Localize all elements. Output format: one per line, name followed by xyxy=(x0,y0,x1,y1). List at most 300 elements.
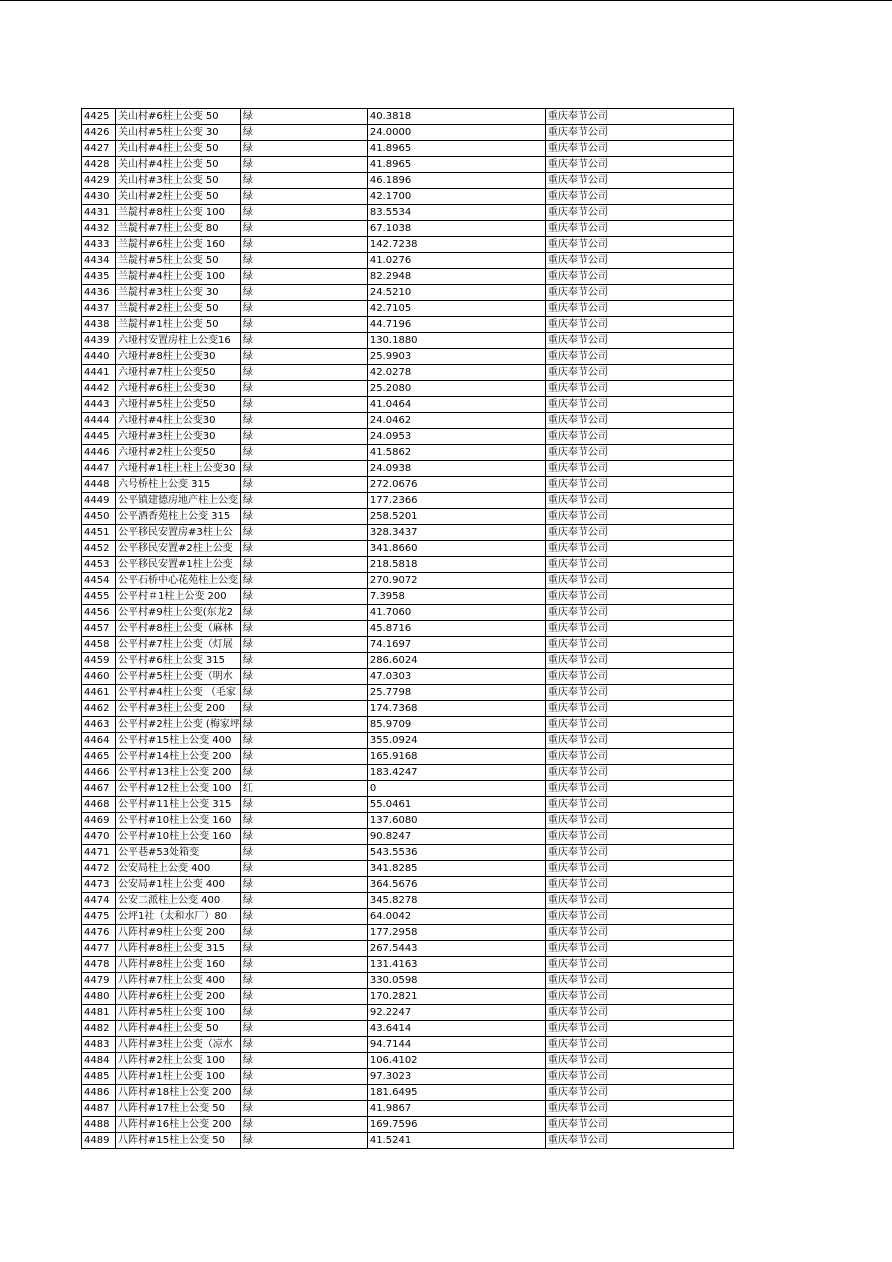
status-cell: 绿 xyxy=(240,621,367,637)
company-cell: 重庆奉节公司 xyxy=(545,285,733,301)
transformer-name-cell: 八阵村#8柱上公变 315 xyxy=(116,941,241,957)
status-cell: 绿 xyxy=(240,589,367,605)
company-cell: 重庆奉节公司 xyxy=(545,941,733,957)
table-row xyxy=(82,381,734,397)
transformer-name-cell: 六垭村安置房柱上公变16 xyxy=(116,333,241,349)
row-id-cell: 4458 xyxy=(82,637,116,653)
table-row xyxy=(82,957,734,973)
row-id-cell: 4463 xyxy=(82,717,116,733)
company-cell: 重庆奉节公司 xyxy=(545,349,733,365)
status-cell: 绿 xyxy=(240,717,367,733)
load-value-cell: 169.7596 xyxy=(367,1117,545,1133)
table-row xyxy=(82,221,734,237)
company-cell: 重庆奉节公司 xyxy=(545,701,733,717)
table-row xyxy=(82,1021,734,1037)
load-value-cell: 25.2080 xyxy=(367,381,545,397)
transformer-name-cell: 八阵村#7柱上公变 400 xyxy=(116,973,241,989)
transformer-name-cell: 八阵村#9柱上公变 200 xyxy=(116,925,241,941)
load-value-cell: 46.1896 xyxy=(367,173,545,189)
load-value-cell: 218.5818 xyxy=(367,557,545,573)
load-value-cell: 106.4102 xyxy=(367,1053,545,1069)
status-cell: 绿 xyxy=(240,685,367,701)
transformer-name-cell: 公平镇建德房地产柱上公变 xyxy=(116,493,241,509)
table-row xyxy=(82,749,734,765)
row-id-cell: 4473 xyxy=(82,877,116,893)
company-cell: 重庆奉节公司 xyxy=(545,861,733,877)
row-id-cell: 4460 xyxy=(82,669,116,685)
page-top-rule xyxy=(0,0,892,1)
status-cell: 绿 xyxy=(240,1053,367,1069)
load-value-cell: 341.8660 xyxy=(367,541,545,557)
load-value-cell: 42.0278 xyxy=(367,365,545,381)
row-id-cell: 4477 xyxy=(82,941,116,957)
transformer-name-cell: 公平村＃1柱上公变 200 xyxy=(116,589,241,605)
company-cell: 重庆奉节公司 xyxy=(545,845,733,861)
row-id-cell: 4481 xyxy=(82,1005,116,1021)
company-cell: 重庆奉节公司 xyxy=(545,893,733,909)
table-row xyxy=(82,461,734,477)
table-row xyxy=(82,685,734,701)
load-value-cell: 364.5676 xyxy=(367,877,545,893)
transformer-name-cell: 兰靛村#5柱上公变 50 xyxy=(116,253,241,269)
row-id-cell: 4425 xyxy=(82,109,116,125)
transformer-name-cell: 公安局#1柱上公变 400 xyxy=(116,877,241,893)
table-row xyxy=(82,989,734,1005)
row-id-cell: 4445 xyxy=(82,429,116,445)
company-cell: 重庆奉节公司 xyxy=(545,221,733,237)
load-value-cell: 43.6414 xyxy=(367,1021,545,1037)
transformer-name-cell: 六垭村#3柱上公变30 xyxy=(116,429,241,445)
transformer-name-cell: 公平村#5柱上公变（明水 xyxy=(116,669,241,685)
table-row xyxy=(82,941,734,957)
table-row xyxy=(82,1133,734,1149)
transformer-name-cell: 六垭村#2柱上公变50 xyxy=(116,445,241,461)
table-row xyxy=(82,445,734,461)
table-row xyxy=(82,333,734,349)
table-row xyxy=(82,477,734,493)
status-cell: 绿 xyxy=(240,557,367,573)
row-id-cell: 4457 xyxy=(82,621,116,637)
transformer-name-cell: 公安二派柱上公变 400 xyxy=(116,893,241,909)
status-cell: 绿 xyxy=(240,861,367,877)
load-value-cell: 64.0042 xyxy=(367,909,545,925)
transformer-name-cell: 八阵村#3柱上公变（凉水 xyxy=(116,1037,241,1053)
status-cell: 绿 xyxy=(240,317,367,333)
table-row xyxy=(82,1069,734,1085)
transformer-name-cell: 公平村#14柱上公变 200 xyxy=(116,749,241,765)
status-cell: 绿 xyxy=(240,429,367,445)
status-cell: 绿 xyxy=(240,893,367,909)
transformer-name-cell: 兰靛村#3柱上公变 30 xyxy=(116,285,241,301)
table-row xyxy=(82,813,734,829)
load-value-cell: 328.3437 xyxy=(367,525,545,541)
transformer-name-cell: 兰靛村#4柱上公变 100 xyxy=(116,269,241,285)
status-cell: 绿 xyxy=(240,845,367,861)
company-cell: 重庆奉节公司 xyxy=(545,509,733,525)
load-value-cell: 83.5534 xyxy=(367,205,545,221)
company-cell: 重庆奉节公司 xyxy=(545,525,733,541)
company-cell: 重庆奉节公司 xyxy=(545,237,733,253)
load-value-cell: 137.6080 xyxy=(367,813,545,829)
table-row xyxy=(82,429,734,445)
transformer-name-cell: 公安局柱上公变 400 xyxy=(116,861,241,877)
status-cell: 绿 xyxy=(240,477,367,493)
company-cell: 重庆奉节公司 xyxy=(545,733,733,749)
load-value-cell: 181.6495 xyxy=(367,1085,545,1101)
row-id-cell: 4431 xyxy=(82,205,116,221)
transformer-name-cell: 八阵村#16柱上公变 200 xyxy=(116,1117,241,1133)
company-cell: 重庆奉节公司 xyxy=(545,205,733,221)
table-row xyxy=(82,589,734,605)
row-id-cell: 4437 xyxy=(82,301,116,317)
table-row xyxy=(82,125,734,141)
company-cell: 重庆奉节公司 xyxy=(545,493,733,509)
row-id-cell: 4452 xyxy=(82,541,116,557)
status-cell: 绿 xyxy=(240,653,367,669)
status-cell: 绿 xyxy=(240,973,367,989)
row-id-cell: 4443 xyxy=(82,397,116,413)
company-cell: 重庆奉节公司 xyxy=(545,301,733,317)
load-value-cell: 41.5862 xyxy=(367,445,545,461)
company-cell: 重庆奉节公司 xyxy=(545,557,733,573)
table-row xyxy=(82,637,734,653)
table-row xyxy=(82,717,734,733)
row-id-cell: 4464 xyxy=(82,733,116,749)
status-cell: 绿 xyxy=(240,109,367,125)
company-cell: 重庆奉节公司 xyxy=(545,621,733,637)
load-value-cell: 270.9072 xyxy=(367,573,545,589)
company-cell: 重庆奉节公司 xyxy=(545,909,733,925)
row-id-cell: 4440 xyxy=(82,349,116,365)
row-id-cell: 4483 xyxy=(82,1037,116,1053)
load-value-cell: 183.4247 xyxy=(367,765,545,781)
status-cell: 绿 xyxy=(240,205,367,221)
transformer-name-cell: 六垭村#1柱上柱上公变30 xyxy=(116,461,241,477)
row-id-cell: 4470 xyxy=(82,829,116,845)
company-cell: 重庆奉节公司 xyxy=(545,1133,733,1149)
row-id-cell: 4459 xyxy=(82,653,116,669)
transformer-name-cell: 公平酒香苑柱上公变 315 xyxy=(116,509,241,525)
company-cell: 重庆奉节公司 xyxy=(545,589,733,605)
row-id-cell: 4454 xyxy=(82,573,116,589)
table-row xyxy=(82,973,734,989)
load-value-cell: 267.5443 xyxy=(367,941,545,957)
transformer-name-cell: 兰靛村#7柱上公变 80 xyxy=(116,221,241,237)
table-row xyxy=(82,253,734,269)
transformer-name-cell: 公平村#13柱上公变 200 xyxy=(116,765,241,781)
load-value-cell: 130.1880 xyxy=(367,333,545,349)
row-id-cell: 4462 xyxy=(82,701,116,717)
table-row xyxy=(82,653,734,669)
status-cell: 绿 xyxy=(240,285,367,301)
company-cell: 重庆奉节公司 xyxy=(545,125,733,141)
transformer-name-cell: 公平移民安置#1柱上公变 xyxy=(116,557,241,573)
transformer-name-cell: 八阵村#18柱上公变 200 xyxy=(116,1085,241,1101)
row-id-cell: 4449 xyxy=(82,493,116,509)
row-id-cell: 4427 xyxy=(82,141,116,157)
transformer-name-cell: 关山村#4柱上公变 50 xyxy=(116,157,241,173)
load-value-cell: 131.4163 xyxy=(367,957,545,973)
status-cell: 绿 xyxy=(240,525,367,541)
company-cell: 重庆奉节公司 xyxy=(545,813,733,829)
table-row xyxy=(82,525,734,541)
row-id-cell: 4488 xyxy=(82,1117,116,1133)
status-cell: 绿 xyxy=(240,301,367,317)
row-id-cell: 4439 xyxy=(82,333,116,349)
status-cell: 绿 xyxy=(240,397,367,413)
company-cell: 重庆奉节公司 xyxy=(545,685,733,701)
row-id-cell: 4436 xyxy=(82,285,116,301)
transformer-name-cell: 公平村#4柱上公变 （毛家 xyxy=(116,685,241,701)
transformer-name-cell: 公坪1社（太和水厂）80 xyxy=(116,909,241,925)
row-id-cell: 4486 xyxy=(82,1085,116,1101)
status-cell: 绿 xyxy=(240,749,367,765)
status-cell: 绿 xyxy=(240,445,367,461)
table-row xyxy=(82,317,734,333)
row-id-cell: 4433 xyxy=(82,237,116,253)
table-row xyxy=(82,877,734,893)
load-value-cell: 45.8716 xyxy=(367,621,545,637)
status-cell: 绿 xyxy=(240,141,367,157)
table-row xyxy=(82,509,734,525)
table-row xyxy=(82,557,734,573)
table-row xyxy=(82,237,734,253)
table-row xyxy=(82,365,734,381)
table-row xyxy=(82,829,734,845)
load-value-cell: 165.9168 xyxy=(367,749,545,765)
transformer-name-cell: 公平村#15柱上公变 400 xyxy=(116,733,241,749)
company-cell: 重庆奉节公司 xyxy=(545,365,733,381)
status-cell: 绿 xyxy=(240,173,367,189)
row-id-cell: 4448 xyxy=(82,477,116,493)
load-value-cell: 42.7105 xyxy=(367,301,545,317)
transformer-name-cell: 公平巷#53处箱变 xyxy=(116,845,241,861)
status-cell: 红 xyxy=(240,781,367,797)
table-row xyxy=(82,173,734,189)
status-cell: 绿 xyxy=(240,701,367,717)
transformer-name-cell: 公平村#8柱上公变（麻林 xyxy=(116,621,241,637)
row-id-cell: 4444 xyxy=(82,413,116,429)
transformer-name-cell: 关山村#6柱上公变 50 xyxy=(116,109,241,125)
company-cell: 重庆奉节公司 xyxy=(545,957,733,973)
company-cell: 重庆奉节公司 xyxy=(545,1101,733,1117)
table-row xyxy=(82,669,734,685)
row-id-cell: 4435 xyxy=(82,269,116,285)
transformer-name-cell: 八阵村#8柱上公变 160 xyxy=(116,957,241,973)
table-row xyxy=(82,157,734,173)
company-cell: 重庆奉节公司 xyxy=(545,1117,733,1133)
company-cell: 重庆奉节公司 xyxy=(545,669,733,685)
company-cell: 重庆奉节公司 xyxy=(545,925,733,941)
status-cell: 绿 xyxy=(240,1133,367,1149)
row-id-cell: 4430 xyxy=(82,189,116,205)
load-value-cell: 272.0676 xyxy=(367,477,545,493)
transformer-name-cell: 公平村#10柱上公变 160 xyxy=(116,829,241,845)
transformer-name-cell: 公平村#12柱上公变 100 xyxy=(116,781,241,797)
row-id-cell: 4434 xyxy=(82,253,116,269)
row-id-cell: 4469 xyxy=(82,813,116,829)
status-cell: 绿 xyxy=(240,909,367,925)
status-cell: 绿 xyxy=(240,1037,367,1053)
row-id-cell: 4476 xyxy=(82,925,116,941)
load-value-cell: 170.2821 xyxy=(367,989,545,1005)
load-value-cell: 258.5201 xyxy=(367,509,545,525)
table-row xyxy=(82,909,734,925)
company-cell: 重庆奉节公司 xyxy=(545,269,733,285)
table-row xyxy=(82,733,734,749)
load-value-cell: 92.2247 xyxy=(367,1005,545,1021)
table-row xyxy=(82,1101,734,1117)
row-id-cell: 4475 xyxy=(82,909,116,925)
company-cell: 重庆奉节公司 xyxy=(545,1053,733,1069)
status-cell: 绿 xyxy=(240,669,367,685)
table-row xyxy=(82,493,734,509)
row-id-cell: 4478 xyxy=(82,957,116,973)
load-value-cell: 24.5210 xyxy=(367,285,545,301)
transformer-name-cell: 关山村#4柱上公变 50 xyxy=(116,141,241,157)
company-cell: 重庆奉节公司 xyxy=(545,109,733,125)
company-cell: 重庆奉节公司 xyxy=(545,317,733,333)
load-value-cell: 286.6024 xyxy=(367,653,545,669)
load-value-cell: 47.0303 xyxy=(367,669,545,685)
status-cell: 绿 xyxy=(240,1117,367,1133)
company-cell: 重庆奉节公司 xyxy=(545,157,733,173)
load-value-cell: 82.2948 xyxy=(367,269,545,285)
status-cell: 绿 xyxy=(240,1005,367,1021)
status-cell: 绿 xyxy=(240,1021,367,1037)
load-value-cell: 42.1700 xyxy=(367,189,545,205)
transformer-name-cell: 公平村#2柱上公变 (梅家坪 xyxy=(116,717,241,733)
row-id-cell: 4465 xyxy=(82,749,116,765)
load-value-cell: 41.5241 xyxy=(367,1133,545,1149)
transformer-name-cell: 关山村#2柱上公变 50 xyxy=(116,189,241,205)
table-row xyxy=(82,1005,734,1021)
transformer-name-cell: 八阵村#5柱上公变 100 xyxy=(116,1005,241,1021)
transformer-name-cell: 六垭村#7柱上公变50 xyxy=(116,365,241,381)
table-row xyxy=(82,781,734,797)
status-cell: 绿 xyxy=(240,813,367,829)
row-id-cell: 4467 xyxy=(82,781,116,797)
company-cell: 重庆奉节公司 xyxy=(545,829,733,845)
row-id-cell: 4479 xyxy=(82,973,116,989)
company-cell: 重庆奉节公司 xyxy=(545,1021,733,1037)
status-cell: 绿 xyxy=(240,349,367,365)
load-value-cell: 44.7196 xyxy=(367,317,545,333)
table-row xyxy=(82,701,734,717)
row-id-cell: 4453 xyxy=(82,557,116,573)
company-cell: 重庆奉节公司 xyxy=(545,765,733,781)
transformer-name-cell: 六号桥柱上公变 315 xyxy=(116,477,241,493)
company-cell: 重庆奉节公司 xyxy=(545,477,733,493)
transformer-name-cell: 公平村#10柱上公变 160 xyxy=(116,813,241,829)
status-cell: 绿 xyxy=(240,1085,367,1101)
transformer-name-cell: 八阵村#2柱上公变 100 xyxy=(116,1053,241,1069)
load-value-cell: 74.1697 xyxy=(367,637,545,653)
transformer-name-cell: 六垭村#4柱上公变30 xyxy=(116,413,241,429)
load-value-cell: 90.8247 xyxy=(367,829,545,845)
status-cell: 绿 xyxy=(240,269,367,285)
load-value-cell: 330.0598 xyxy=(367,973,545,989)
table-row xyxy=(82,861,734,877)
status-cell: 绿 xyxy=(240,1101,367,1117)
load-value-cell: 41.0276 xyxy=(367,253,545,269)
status-cell: 绿 xyxy=(240,941,367,957)
row-id-cell: 4450 xyxy=(82,509,116,525)
transformer-name-cell: 关山村#3柱上公变 50 xyxy=(116,173,241,189)
table-row xyxy=(82,349,734,365)
company-cell: 重庆奉节公司 xyxy=(545,173,733,189)
status-cell: 绿 xyxy=(240,541,367,557)
load-value-cell: 25.9903 xyxy=(367,349,545,365)
table-row xyxy=(82,109,734,125)
status-cell: 绿 xyxy=(240,125,367,141)
row-id-cell: 4485 xyxy=(82,1069,116,1085)
company-cell: 重庆奉节公司 xyxy=(545,445,733,461)
transformer-name-cell: 兰靛村#1柱上公变 50 xyxy=(116,317,241,333)
load-value-cell: 24.0938 xyxy=(367,461,545,477)
load-value-cell: 67.1038 xyxy=(367,221,545,237)
table-row xyxy=(82,1053,734,1069)
load-value-cell: 41.0464 xyxy=(367,397,545,413)
company-cell: 重庆奉节公司 xyxy=(545,605,733,621)
status-cell: 绿 xyxy=(240,637,367,653)
transformer-name-cell: 公平村#6柱上公变 315 xyxy=(116,653,241,669)
transformer-name-cell: 公平村#11柱上公变 315 xyxy=(116,797,241,813)
transformer-name-cell: 公平村#7柱上公变（灯展 xyxy=(116,637,241,653)
company-cell: 重庆奉节公司 xyxy=(545,141,733,157)
row-id-cell: 4428 xyxy=(82,157,116,173)
status-cell: 绿 xyxy=(240,493,367,509)
table-row xyxy=(82,573,734,589)
company-cell: 重庆奉节公司 xyxy=(545,253,733,269)
transformer-name-cell: 八阵村#15柱上公变 50 xyxy=(116,1133,241,1149)
row-id-cell: 4482 xyxy=(82,1021,116,1037)
company-cell: 重庆奉节公司 xyxy=(545,189,733,205)
load-value-cell: 41.7060 xyxy=(367,605,545,621)
load-value-cell: 97.3023 xyxy=(367,1069,545,1085)
status-cell: 绿 xyxy=(240,733,367,749)
company-cell: 重庆奉节公司 xyxy=(545,1085,733,1101)
table-row xyxy=(82,845,734,861)
table-row xyxy=(82,189,734,205)
company-cell: 重庆奉节公司 xyxy=(545,749,733,765)
load-value-cell: 41.8965 xyxy=(367,141,545,157)
load-value-cell: 41.8965 xyxy=(367,157,545,173)
transformer-name-cell: 八阵村#4柱上公变 50 xyxy=(116,1021,241,1037)
status-cell: 绿 xyxy=(240,509,367,525)
row-id-cell: 4429 xyxy=(82,173,116,189)
row-id-cell: 4471 xyxy=(82,845,116,861)
status-cell: 绿 xyxy=(240,189,367,205)
transformer-name-cell: 公平石桥中心花苑柱上公变 xyxy=(116,573,241,589)
table-row xyxy=(82,621,734,637)
status-cell: 绿 xyxy=(240,573,367,589)
row-id-cell: 4451 xyxy=(82,525,116,541)
transformer-name-cell: 公平村#3柱上公变 200 xyxy=(116,701,241,717)
load-value-cell: 0 xyxy=(367,781,545,797)
row-id-cell: 4447 xyxy=(82,461,116,477)
table-row xyxy=(82,141,734,157)
company-cell: 重庆奉节公司 xyxy=(545,541,733,557)
status-cell: 绿 xyxy=(240,157,367,173)
company-cell: 重庆奉节公司 xyxy=(545,381,733,397)
row-id-cell: 4474 xyxy=(82,893,116,909)
row-id-cell: 4461 xyxy=(82,685,116,701)
company-cell: 重庆奉节公司 xyxy=(545,413,733,429)
row-id-cell: 4426 xyxy=(82,125,116,141)
load-value-cell: 24.0462 xyxy=(367,413,545,429)
load-value-cell: 345.8278 xyxy=(367,893,545,909)
